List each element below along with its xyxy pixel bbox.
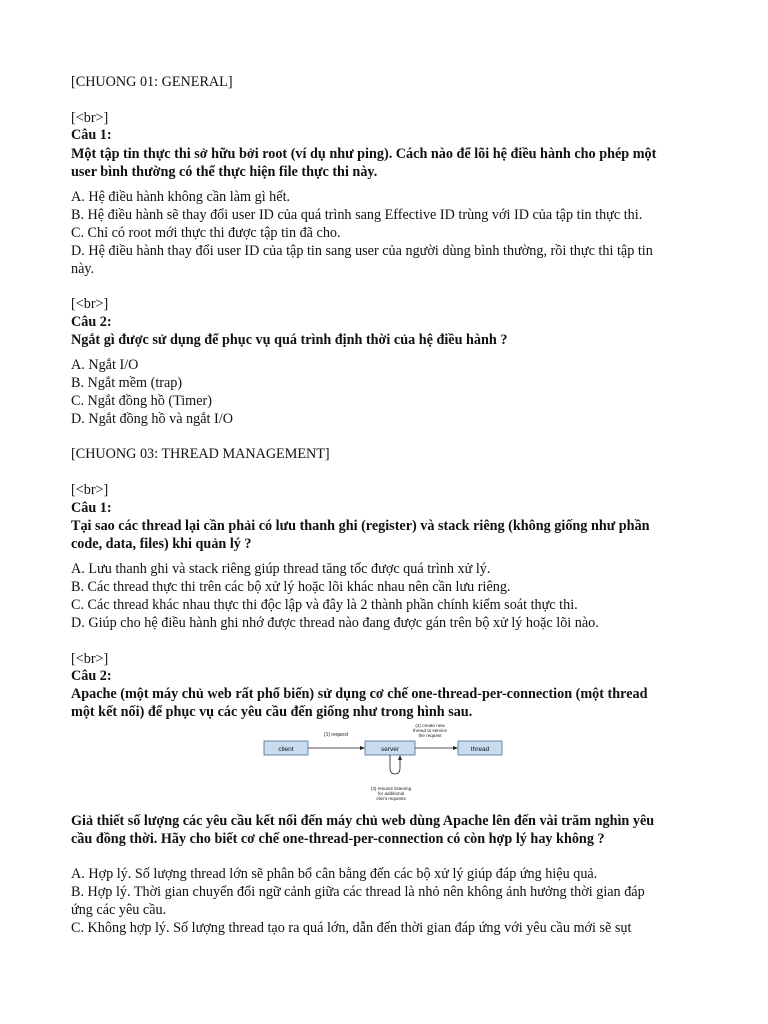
question-stem: một kết nối) để phục vụ các yêu cầu đến giống như trong hình sau. [71,704,473,720]
br-tag: [<br>] [71,651,109,667]
answer-option: C. Các thread khác nhau thực thi độc lập và đây là 2 thành phần chính kiểm soát thực thi. [71,597,578,613]
question-stem: Ngắt gì được sử dụng để phục vụ quá trình định thời của hệ điều hành ? [71,332,508,348]
diagram-svg [258,724,510,808]
create-label-line3: the request [418,733,442,738]
question-stem: Một tập tin thực thi sở hữu bởi root (ví dụ như ping). Cách nào để lõi hệ điều hành cho phép một [71,146,657,162]
answer-option: B. Các thread thực thi trên các bộ xử lý hoặc lõi khác nhau nên cần lưu riêng. [71,579,511,595]
question-stem: user bình thường có thể thực hiện file thực thi này. [71,164,378,180]
answer-option: D. Ngắt đồng hồ và ngắt I/O [71,411,233,427]
resume-loop-arrow [390,755,400,774]
chapter-heading: [CHUONG 01: GENERAL] [71,74,233,90]
br-tag: [<br>] [71,482,109,498]
request-label: (1) request [323,732,349,738]
answer-option: ứng các yêu cầu. [71,902,167,918]
answer-option: A. Ngắt I/O [71,357,139,373]
question-stem: Tại sao các thread lại cần phải có lưu thanh ghi (register) và stack riêng (không giống như phần [71,518,650,534]
create-label-line1: (2) create new [415,724,445,728]
answer-option: A. Hợp lý. Số lượng thread lớn sẽ phân bổ cân bằng đến các bộ xử lý giúp đáp ứng hiệu quả. [71,866,598,882]
answer-option: A. Hệ điều hành không cần làm gì hết. [71,189,291,205]
answer-option: B. Hệ điều hành sẽ thay đổi user ID của quá trình sang Effective ID trùng với ID của tập tin thực thi. [71,207,643,223]
answer-option: D. Giúp cho hệ điều hành ghi nhớ được thread nào đang được gán trên bộ xử lý hoặc lõi nào. [71,615,599,631]
resume-label-line2: for additional [377,791,405,796]
chapter-heading: [CHUONG 03: THREAD MANAGEMENT] [71,446,330,462]
answer-option: D. Hệ điều hành thay đổi user ID của tập tin sang user của người dùng bình thường, rồi thực thi tập tin [71,243,653,259]
question-stem: cầu đồng thời. Hãy cho biết cơ chế one-thread-per-connection có còn hợp lý hay không ? [71,831,605,847]
resume-arrowhead [398,755,402,760]
br-tag: [<br>] [71,110,109,126]
request-arrowhead [360,746,365,750]
answer-option: B. Hợp lý. Thời gian chuyển đổi ngữ cảnh giữa các thread là nhỏ nên không ảnh hưởng thời gian đáp [71,884,645,900]
answer-option: C. Không hợp lý. Số lượng thread tạo ra quá lớn, dẫn đến thời gian đáp ứng với yêu cầu mới sẽ sụt [71,920,632,936]
question-stem: Giả thiết số lượng các yêu cầu kết nối đến máy chủ web dùng Apache lên đến vài trăm nghìn yêu [71,813,655,829]
thread-per-connection-diagram [258,724,510,808]
question-label: Câu 2: [71,668,112,684]
resume-label-line3: client requests [376,796,406,801]
create-arrowhead [453,746,458,750]
question-label: Câu 2: [71,314,112,330]
answer-option: này. [71,261,95,277]
question-stem: Apache (một máy chủ web rất phổ biến) sử dụng cơ chế one-thread-per-connection (một thread [71,686,648,702]
client-node-label: client [278,746,294,753]
question-stem: code, data, files) khi quản lý ? [71,536,252,552]
create-label-line2: thread to service [413,728,447,733]
question-label: Câu 1: [71,127,112,143]
br-tag: [<br>] [71,296,109,312]
answer-option: A. Lưu thanh ghi và stack riêng giúp thread tăng tốc được quá trình xử lý. [71,561,491,577]
answer-option: B. Ngắt mềm (trap) [71,375,183,391]
resume-label-line1: (3) resume listening [370,786,412,791]
question-label: Câu 1: [71,500,112,516]
answer-option: C. Ngắt đồng hồ (Timer) [71,393,212,409]
server-node-label: server [380,746,400,753]
answer-option: C. Chỉ có root mới thực thi được tập tin đã cho. [71,225,341,241]
thread-node-label: thread [470,746,490,753]
